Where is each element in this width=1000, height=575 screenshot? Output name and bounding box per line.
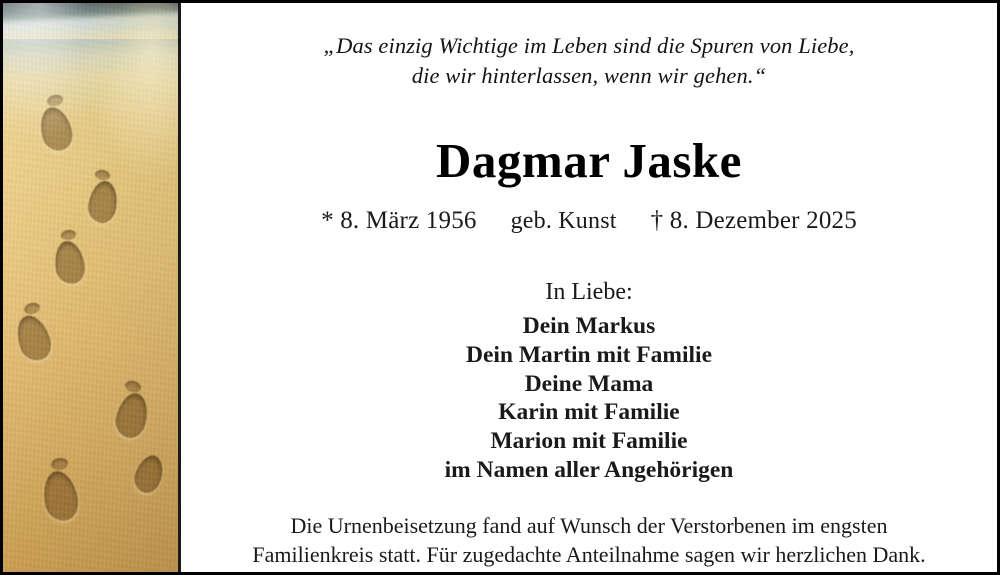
footprint-icon: [52, 239, 87, 286]
family-member: Karin mit Familie: [498, 399, 680, 426]
family-member: Dein Martin mit Familie: [465, 342, 713, 369]
closing-note: [252, 512, 925, 569]
life-dates: [321, 207, 857, 235]
family-member: Deine Mama: [524, 370, 654, 397]
footprint-icon: [86, 179, 121, 225]
footprint-toe-icon: [124, 379, 142, 394]
quote-line-1: „Das einzig Wichtige im Leben sind die Spuren von Liebe,: [323, 33, 855, 58]
family-member: im Namen aller Angehörigen: [444, 456, 734, 483]
footprint-toe-icon: [60, 229, 76, 241]
closing-line-1: Die Urnenbeisetzung fand auf Wunsch der Verstorbenen im engsten: [290, 513, 888, 539]
footprint-icon: [112, 390, 152, 441]
family-member: Marion mit Familie: [490, 428, 688, 455]
shoreline-water-band: [3, 3, 178, 39]
quote-line-2: die wir hinterlassen, wenn wir gehen.“: [411, 62, 767, 88]
footprint-icon: [12, 311, 56, 364]
deceased-name: Dagmar Jaske: [436, 132, 742, 188]
memorial-quote: [324, 31, 855, 91]
dedication-intro: In Liebe:: [545, 278, 633, 305]
family-member: Dein Markus: [522, 313, 656, 340]
birth-date: * 8. März 1956: [321, 206, 477, 234]
death-date: † 8. Dezember 2025: [650, 206, 857, 234]
footprints-in-sand-photo: [3, 3, 181, 572]
footprint-icon: [130, 452, 167, 497]
footprint-toe-icon: [50, 457, 69, 472]
family-list: [445, 312, 734, 484]
closing-line-2: Familienkreis statt. Für zugedachte Anteilnahme sagen wir herzlichen Dank.: [252, 541, 926, 567]
footprint-toe-icon: [94, 169, 111, 181]
maiden-name: geb. Kunst: [510, 207, 617, 234]
footprint-icon: [40, 469, 81, 524]
footprint-toe-icon: [46, 93, 64, 108]
footprint-icon: [36, 104, 76, 154]
notice-text-panel: [181, 3, 997, 572]
footprint-toe-icon: [23, 301, 42, 316]
